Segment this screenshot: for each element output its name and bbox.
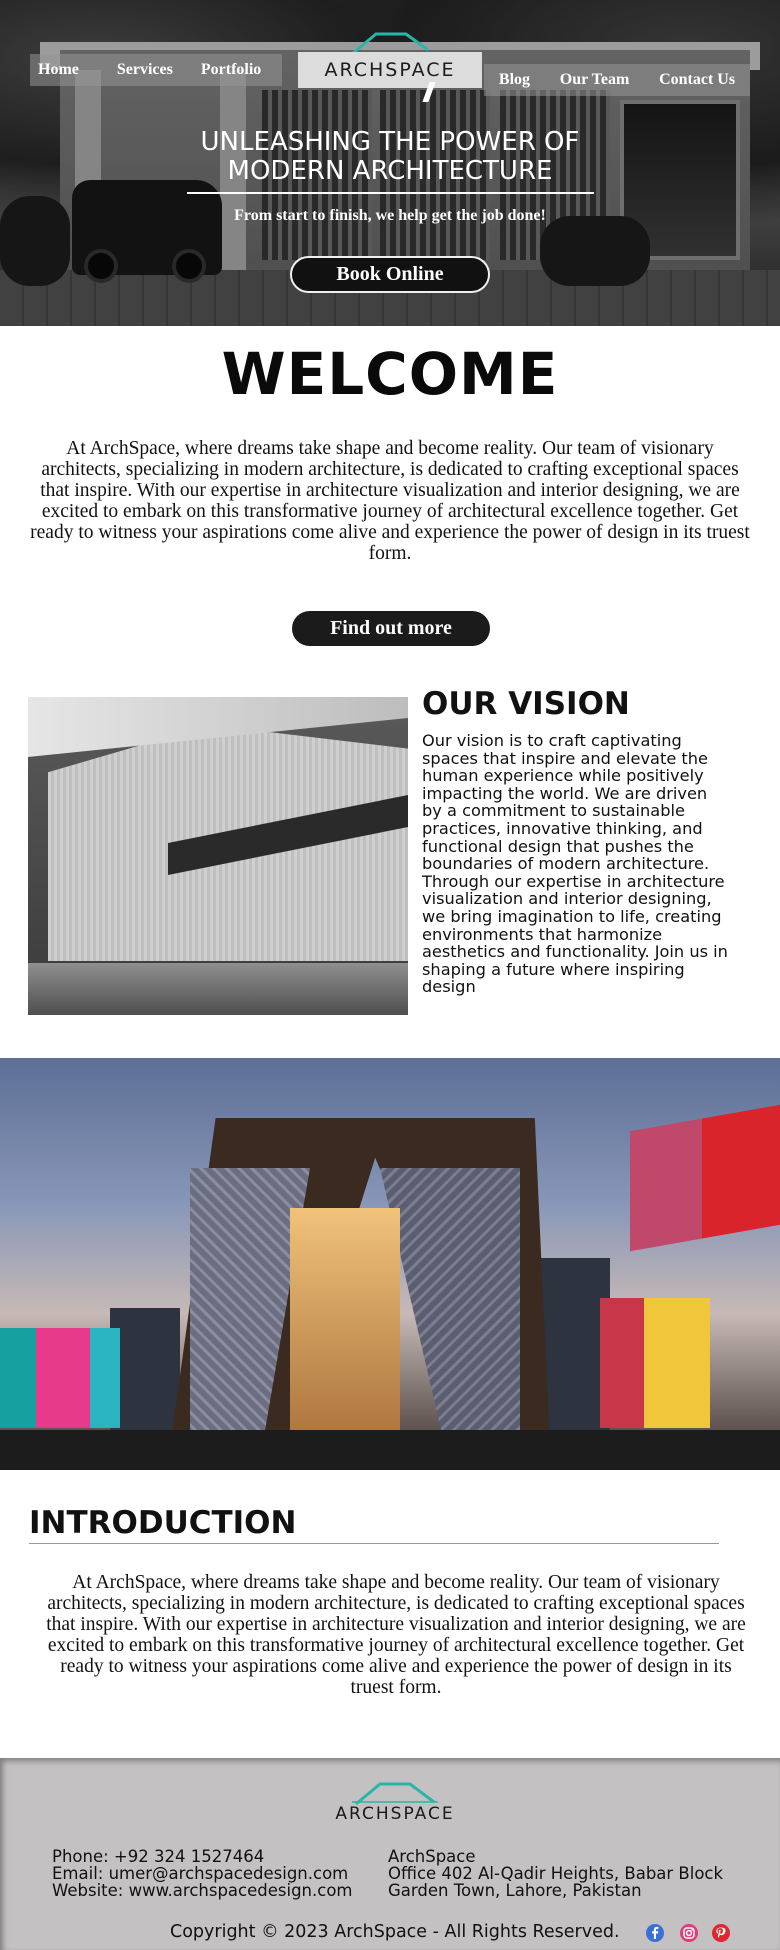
footer-company: ArchSpace: [388, 1847, 476, 1866]
nav-our-team[interactable]: Our Team: [559, 71, 630, 88]
welcome-title: WELCOME: [221, 340, 559, 408]
copyright-text: Copyright © 2023 ArchSpace - All Rights Reserved.: [170, 1922, 620, 1942]
hero-divider: [187, 192, 594, 194]
introduction-title: INTRODUCTION: [29, 1505, 297, 1541]
nav-portfolio[interactable]: Portfolio: [200, 61, 262, 78]
nav-blog[interactable]: Blog: [498, 71, 531, 88]
brand-logo[interactable]: [298, 52, 482, 88]
nav-home[interactable]: Home: [38, 61, 79, 78]
building-render-image: [0, 1058, 780, 1470]
facebook-icon[interactable]: [645, 1923, 665, 1943]
logo-roof-icon: [350, 1780, 440, 1806]
book-online-button[interactable]: Book Online: [290, 256, 490, 293]
footer-logo-text: ARCHSPACE: [335, 1804, 455, 1824]
hero-section: [0, 0, 780, 326]
welcome-text: At ArchSpace, where dreams take shape and become reality. Our team of visionary architects, specializing in modern architecture, is dedicated to crafting exceptional spaces that inspire. With our expertise in architecture visualization and interior designing, we are excited to embark on this transformative journey of architectural excellence together. Get ready to witness your aspirations come alive and experience the power of design in its truest form.: [30, 438, 750, 564]
hero-subtitle: From start to finish, we help get the job done!: [234, 207, 546, 224]
footer-email[interactable]: Email: umer@archspacedesign.com: [52, 1864, 349, 1883]
nav-services[interactable]: Services: [116, 61, 173, 78]
pinterest-icon[interactable]: [711, 1923, 731, 1943]
hero-title: UNLEASHING THE POWER OF MODERN ARCHITECTURE: [200, 127, 580, 186]
vision-text: Our vision is to craft captivating spaces that inspire and elevate the human experience while positively impacting the world. We are driven by a commitment to sustainable practices, innovative thinking, and functional design that pushes the boundaries of modern architecture. Through our expertise in architecture visualization and interior designing, we bring imagination to life, creating environments that harmonize aesthetics and functionality. Join us in shaping a future where inspiring design: [422, 731, 728, 997]
nav-right: [484, 64, 750, 96]
footer-website[interactable]: Website: www.archspacedesign.com: [52, 1881, 353, 1900]
billboard: [0, 1328, 120, 1428]
introduction-divider: [29, 1543, 719, 1544]
footer-logo[interactable]: [310, 1776, 480, 1836]
logo-text: ARCHSPACE: [324, 59, 456, 81]
nav-contact-us[interactable]: Contact Us: [659, 71, 736, 88]
footer-phone[interactable]: Phone: +92 324 1527464: [52, 1847, 265, 1866]
footer: [0, 1758, 780, 1950]
vision-title: OUR VISION: [422, 686, 630, 722]
vision-image: [28, 697, 408, 1015]
footer-address-line2: Garden Town, Lahore, Pakistan: [388, 1881, 642, 1900]
find-out-more-button[interactable]: Find out more: [292, 611, 490, 646]
introduction-text: At ArchSpace, where dreams take shape and become reality. Our team of visionary architects, specializing in modern architecture, is dedicated to crafting exceptional spaces that inspire. With our expertise in architecture visualization and interior designing, we are excited to embark on this transformative journey of architectural excellence together. Get ready to witness your aspirations come alive and experience the power of design in its truest form.: [46, 1572, 746, 1698]
footer-address-line1: Office 402 Al-Qadir Heights, Babar Block: [388, 1864, 724, 1883]
instagram-icon[interactable]: [679, 1923, 699, 1943]
footer-address: [388, 1848, 758, 1899]
billboard: [630, 1105, 780, 1251]
footer-contact: [52, 1848, 382, 1899]
billboard: [600, 1298, 710, 1428]
nav-left: [30, 54, 282, 86]
